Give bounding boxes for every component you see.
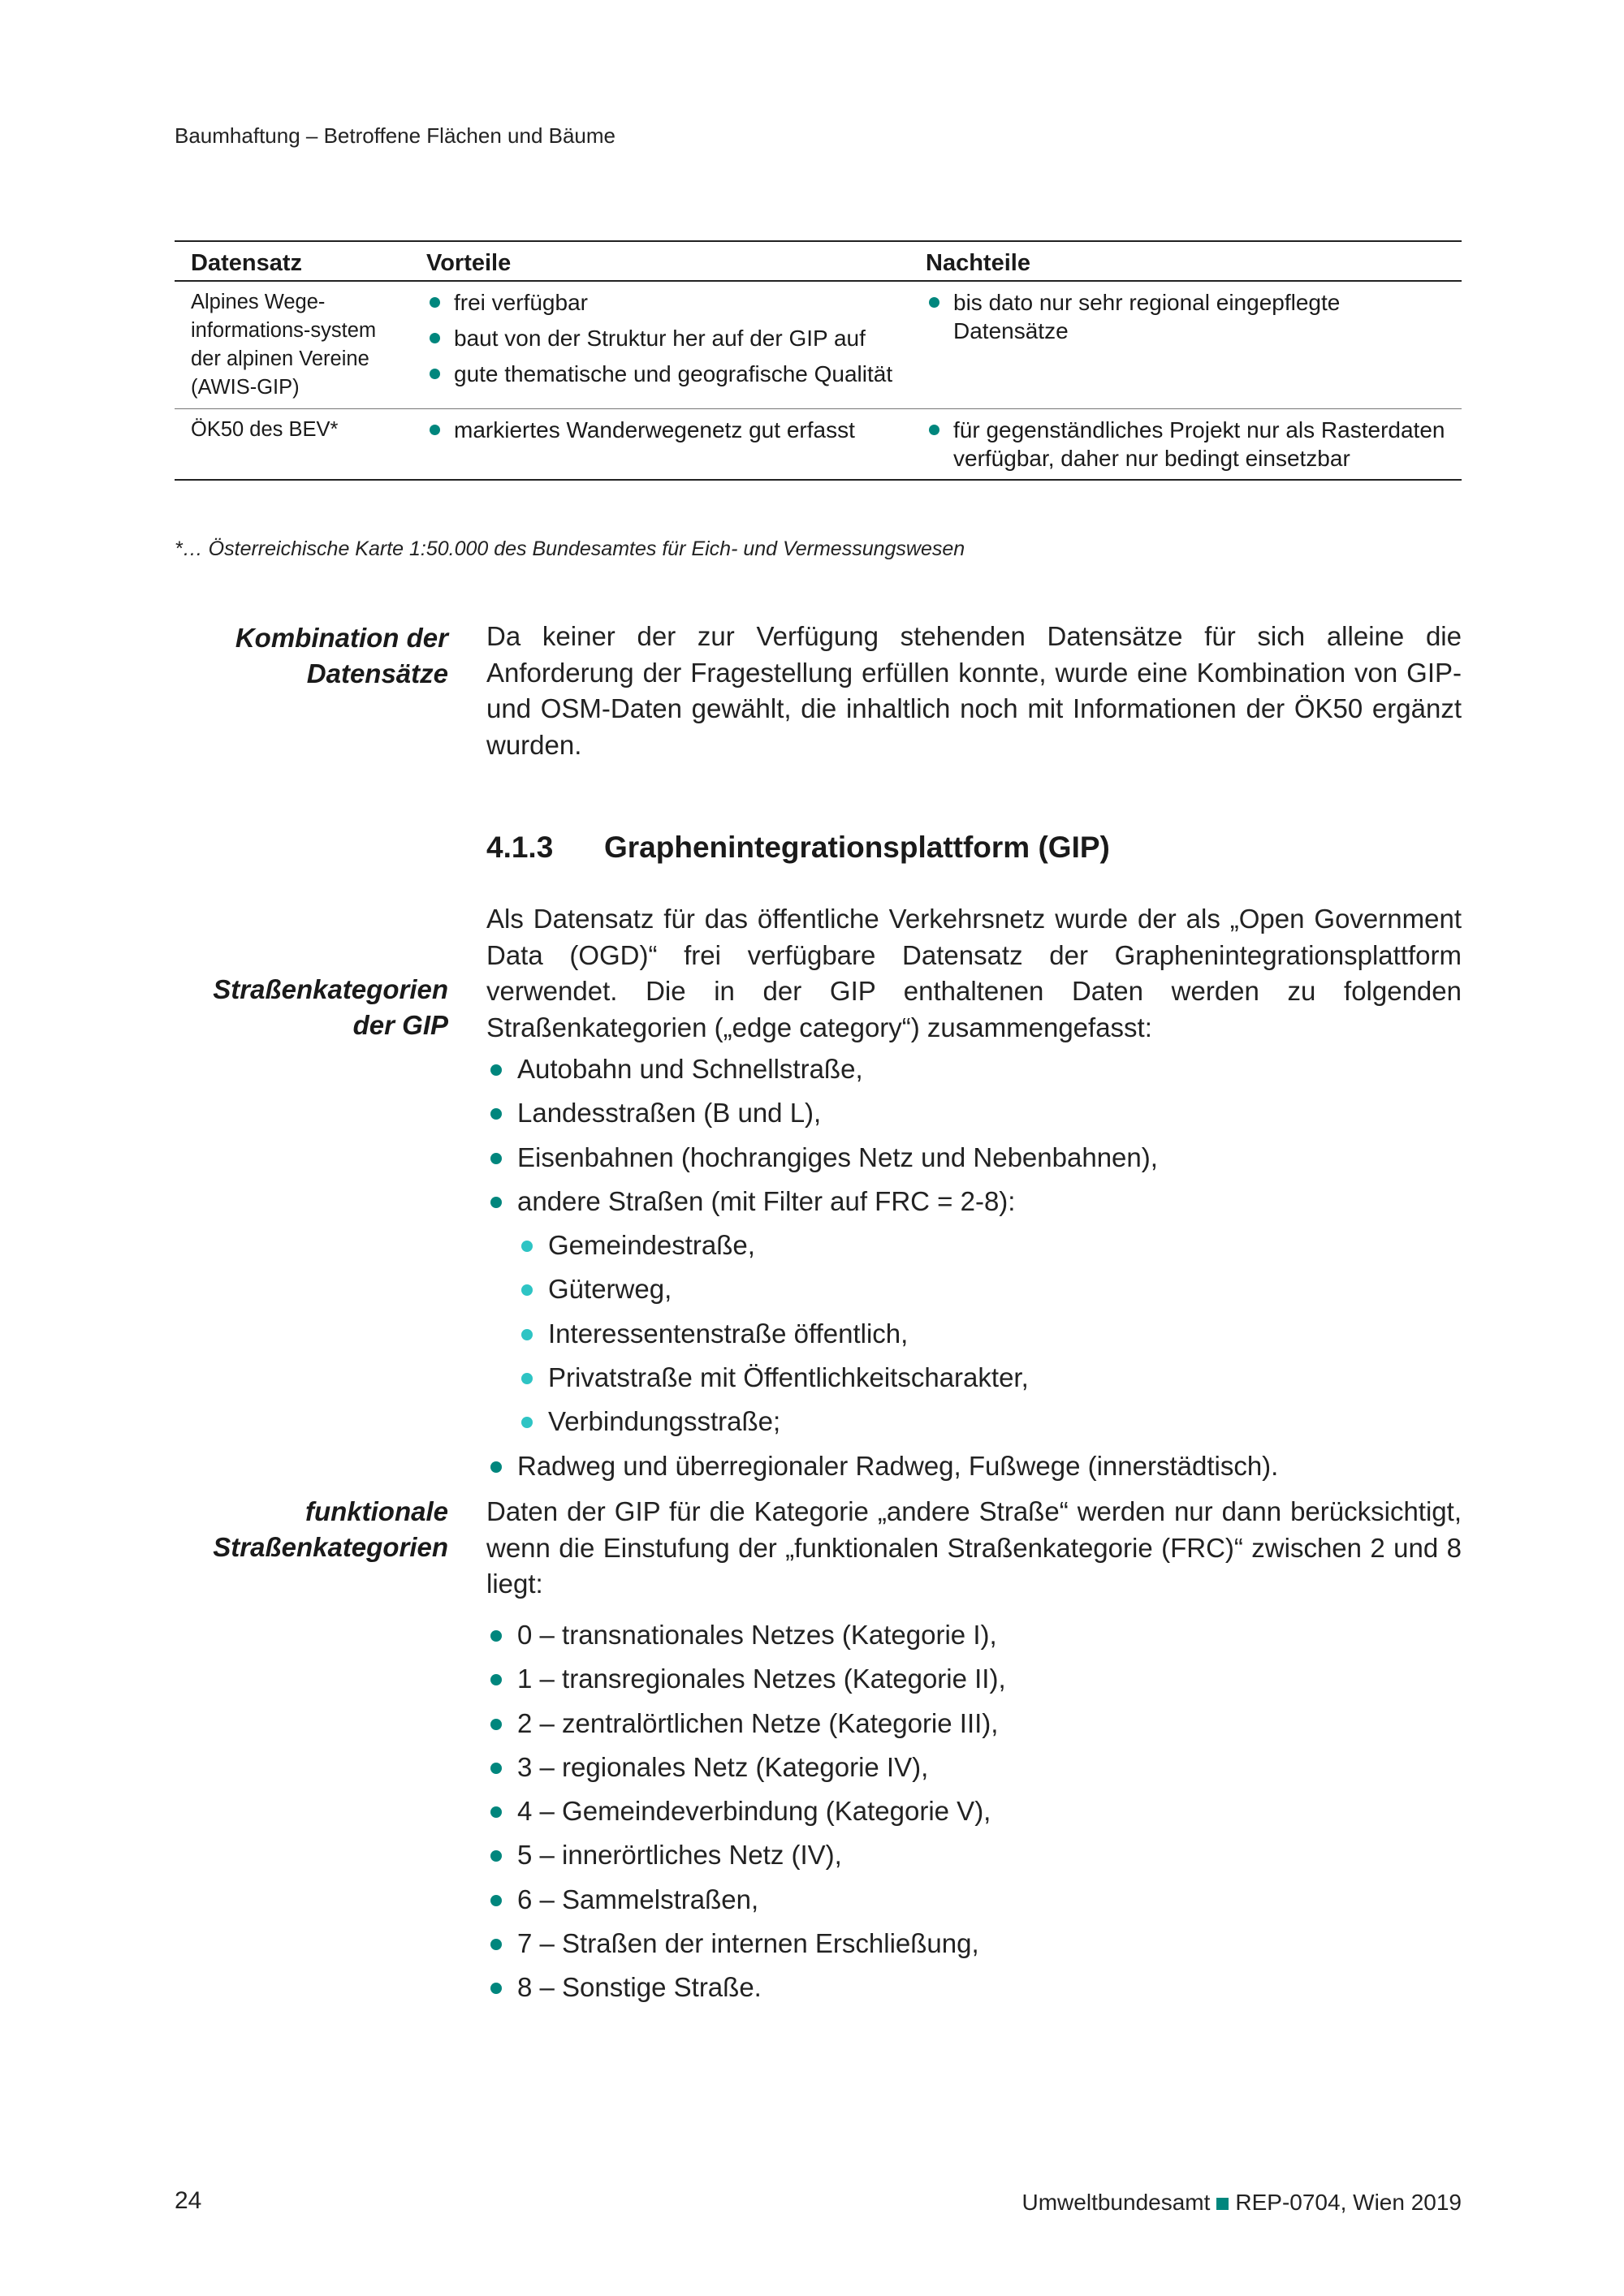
list-item	[486, 1746, 1462, 1789]
list-item-text: baut von der Struktur her auf der GIP auf	[454, 326, 866, 351]
disadvantages-list	[926, 288, 1445, 345]
advantages-cell	[410, 409, 909, 481]
list-item	[486, 1136, 1462, 1180]
margin-heading-line: Straßenkategorien	[213, 1532, 448, 1562]
list-item-text: 4 – Gemeindeverbindung (Kategorie V),	[517, 1796, 991, 1827]
list-item-text: 1 – transregionales Netzes (Kategorie II),	[517, 1664, 1006, 1694]
list-item-text: 6 – Sammelstraßen,	[517, 1884, 759, 1914]
bullet-dot-icon	[490, 1674, 502, 1685]
list-item	[486, 1789, 1462, 1833]
list-item-text: Gemeindestraße,	[548, 1230, 755, 1261]
list-item-text: für gegenständliches Projekt nur als Rasterdaten verfügbar, daher nur bedingt einsetzbar	[953, 417, 1445, 471]
list-item	[486, 1613, 1462, 1657]
bullet-dot-icon	[521, 1373, 533, 1384]
dataset-name-cell	[175, 409, 410, 481]
bullet-dot-icon	[521, 1284, 533, 1296]
list-item	[426, 416, 893, 444]
sub-list-item	[486, 1224, 1462, 1267]
list-item	[486, 1091, 1462, 1135]
bullet-dot-icon	[490, 1983, 502, 1994]
bullet-dot-icon	[521, 1417, 533, 1428]
paragraph-kombination: Da keiner der zur Verfügung stehenden Datensätze für sich alleine die Anforderung der Fragestellung erfüllen konnte, wurde eine Kombination von GIP- und OSM-Daten gewählt, die inhaltlich noch mit Informationen der ÖK50 ergänzt wurden.	[486, 621, 1462, 760]
dataset-name-line: informations-system	[191, 319, 377, 342]
column-header-vorteile: Vorteile	[410, 241, 909, 281]
list-item	[486, 1833, 1462, 1877]
list-item-text: andere Straßen (mit Filter auf FRC = 2-8):	[517, 1185, 1016, 1216]
list-item	[926, 416, 1445, 473]
dataset-name-cell	[175, 281, 410, 409]
list-item-text: Autobahn und Schnellstraße,	[517, 1054, 863, 1084]
paragraph-strassenkategorien: Als Datensatz für das öffentliche Verkehrsnetz wurde der als „Open Government Data (OGD)“ frei verfügbare Datensatz der Graphenintegrationsplattform verwendet. Die in der GIP enthaltenen Daten werden zu folgenden Straßenkategorien („edge category“) zusammengefasst:	[486, 904, 1462, 1042]
running-header: Baumhaftung – Betroffene Flächen und Bäume	[175, 123, 616, 148]
list-item-text: 8 – Sonstige Straße.	[517, 1972, 762, 2003]
list-item	[486, 1657, 1462, 1701]
advantages-list	[426, 288, 893, 388]
sub-list-item	[486, 1356, 1462, 1400]
bullet-dot-icon	[430, 333, 440, 343]
list-item	[486, 1966, 1462, 2009]
sub-list-item	[486, 1267, 1462, 1311]
bullet-dot-icon	[490, 1763, 502, 1774]
bullet-dot-icon	[490, 1850, 502, 1862]
edge-category-list	[486, 1047, 1462, 1488]
frc-list	[486, 1613, 1462, 2010]
bullet-dot-icon	[929, 297, 939, 308]
bullet-dot-icon	[490, 1806, 502, 1818]
list-item-text: 3 – regionales Netz (Kategorie IV),	[517, 1751, 929, 1782]
margin-heading-line: der GIP	[352, 1010, 448, 1040]
margin-heading-funktional	[162, 1494, 448, 1565]
page-number: 24	[175, 2187, 202, 2214]
bullet-dot-icon	[490, 1197, 502, 1208]
dataset-name-line: (AWIS-GIP)	[191, 376, 300, 399]
list-item-text: 2 – zentralörtlichen Netze (Kategorie III),	[517, 1707, 999, 1738]
bullet-dot-icon	[490, 1939, 502, 1950]
list-item-text: 0 – transnationales Netzes (Kategorie I),	[517, 1620, 997, 1650]
page-footer	[1022, 2190, 1462, 2216]
dataset-name-line: Alpines Wege-	[191, 291, 326, 313]
list-item	[486, 1878, 1462, 1922]
list-item-text: gute thematische und geografische Qualität	[454, 361, 893, 386]
advantages-list	[426, 416, 893, 444]
list-item-text: Radweg und überregionaler Radweg, Fußwege (innerstädtisch).	[517, 1450, 1279, 1481]
advantages-cell	[410, 281, 909, 409]
disadvantages-cell	[909, 409, 1462, 481]
list-item-text: Eisenbahnen (hochrangiges Netz und Nebenbahnen),	[517, 1142, 1158, 1172]
margin-heading-line: Straßenkategorien	[213, 974, 448, 1004]
margin-heading-line: funktionale	[304, 1496, 448, 1526]
list-item	[486, 1047, 1462, 1091]
bullet-dot-icon	[490, 1895, 502, 1906]
list-item	[426, 360, 893, 388]
list-item-text: bis dato nur sehr regional eingepflegte Datensätze	[953, 290, 1341, 343]
table-row	[175, 409, 1462, 481]
paragraph-funktional: Daten der GIP für die Kategorie „andere Straße“ werden nur dann berücksichtigt, wenn die Einstufung der „funktionalen Straßenkategorie (FRC)“ zwischen 2 und 8 liegt:	[486, 1496, 1462, 1599]
publisher-name: Umweltbundesamt	[1021, 2190, 1211, 2215]
list-item-text: Interessentenstraße öffentlich,	[548, 1318, 909, 1349]
list-item-text: 5 – innerörtliches Netz (IV),	[517, 1840, 842, 1871]
list-item	[426, 288, 893, 317]
bullet-dot-icon	[490, 1719, 502, 1730]
list-item	[486, 1180, 1462, 1224]
dataset-name-line: der alpinen Vereine	[191, 347, 369, 370]
list-item-text: frei verfügbar	[454, 290, 588, 315]
sub-list-item	[486, 1400, 1462, 1444]
bullet-dot-icon	[430, 425, 440, 435]
table-row	[175, 281, 1462, 409]
bullet-dot-icon	[490, 1630, 502, 1642]
dataset-comparison-table	[175, 240, 1462, 481]
column-header-datensatz: Datensatz	[175, 241, 410, 281]
bullet-dot-icon	[521, 1329, 533, 1340]
list-item	[486, 1702, 1462, 1746]
margin-heading-strassenkategorien	[162, 972, 448, 1043]
table-footnote: *… Österreichische Karte 1:50.000 des Bundesamtes für Eich- und Vermessungswesen	[175, 537, 965, 560]
list-item	[486, 1922, 1462, 1966]
list-item	[426, 324, 893, 352]
list-item-text: Güterweg,	[548, 1274, 672, 1305]
list-item-text: Privatstraße mit Öffentlichkeitscharakter,	[548, 1362, 1029, 1393]
table-header-row	[175, 241, 1462, 281]
disadvantages-cell	[909, 281, 1462, 409]
list-item-text: Landesstraßen (B und L),	[517, 1098, 822, 1129]
report-reference: REP-0704, Wien 2019	[1235, 2190, 1462, 2215]
margin-heading-line: Datensätze	[306, 658, 448, 688]
square-bullet-icon	[1216, 2198, 1229, 2210]
bullet-dot-icon	[490, 1108, 502, 1120]
sub-list-item	[486, 1312, 1462, 1356]
bullet-dot-icon	[490, 1153, 502, 1164]
list-item	[486, 1444, 1462, 1488]
column-header-nachteile: Nachteile	[909, 241, 1462, 281]
section-heading	[486, 831, 1110, 865]
list-item-text: 7 – Straßen der internen Erschließung,	[517, 1928, 979, 1959]
section-number: 4.1.3	[486, 831, 554, 864]
list-item	[926, 288, 1445, 345]
section-title: Graphenintegrationsplattform (GIP)	[604, 831, 1110, 864]
disadvantages-list	[926, 416, 1445, 473]
margin-heading-line: Kombination der	[235, 623, 448, 653]
bullet-dot-icon	[929, 425, 939, 435]
dataset-name-line: ÖK50 des BEV*	[191, 418, 339, 441]
bullet-dot-icon	[490, 1064, 502, 1076]
bullet-dot-icon	[490, 1461, 502, 1473]
list-item-text: Verbindungsstraße;	[548, 1406, 781, 1437]
bullet-dot-icon	[430, 369, 440, 379]
margin-heading-kombination	[162, 620, 448, 692]
bullet-dot-icon	[430, 297, 440, 308]
bullet-dot-icon	[521, 1241, 533, 1252]
list-item-text: markiertes Wanderwegenetz gut erfasst	[454, 417, 855, 442]
